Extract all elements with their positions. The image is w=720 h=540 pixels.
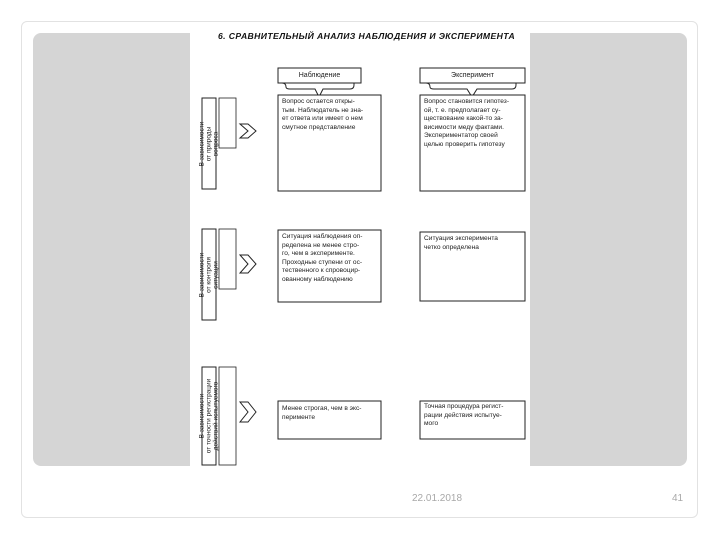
- footer-date: 22.01.2018: [412, 493, 463, 504]
- footer-page-number: 41: [672, 493, 684, 504]
- side-box-3b: [219, 367, 236, 465]
- row-3-criterion: [198, 367, 219, 465]
- arrow-3: [240, 402, 256, 422]
- arrow-2: [240, 255, 256, 273]
- row-3-criterion-text: В зависимости от точности регистрации действий испытуемого: [198, 378, 219, 454]
- row-1-experiment-text: Вопрос становится гипотез- ой, т. е. предполагает су- ществование какой-то за- висимости меду фактами. Экспериментатор своей целью проверить гипотезу: [424, 98, 510, 148]
- row-3-experiment-text: Точная процедура регист- рации действия испытуе- мого: [424, 403, 504, 428]
- side-box-2b: [219, 229, 236, 289]
- row-2-observation-text: Ситуация наблюдения оп- ределена не менее стро- го, чем в эксперименте. Проходные ступени от ос- тественного к спровоцир- ованному наблюдению: [282, 233, 363, 283]
- observation-header: Наблюдение: [298, 72, 341, 79]
- experiment-header: Эксперимент: [451, 72, 494, 79]
- row-2-criterion-text: В зависимости от контроля ситуации: [198, 252, 219, 297]
- row-2-experiment-text: Ситуация эксперимента четко определена: [424, 235, 498, 251]
- side-box-1b: [219, 98, 236, 148]
- row-1-criterion-text: В зависимости от природы вопроса: [198, 121, 219, 166]
- diagram-title: 6. СРАВНИТЕЛЬНЫЙ АНАЛИЗ НАБЛЮДЕНИЯ И ЭКСПЕРИМЕНТА: [218, 31, 516, 41]
- scanned-diagram: [190, 27, 530, 468]
- row-1-observation-text: Вопрос остается откры- тым. Наблюдатель не зна- ет ответа или имеет о нем смутное представление: [282, 98, 364, 131]
- arrow-1: [240, 124, 256, 138]
- row-2-criterion: [198, 229, 219, 320]
- row-1-criterion: [198, 98, 219, 189]
- row-3-observation-text: Менее строгая, чем в экс- перименте: [282, 405, 362, 421]
